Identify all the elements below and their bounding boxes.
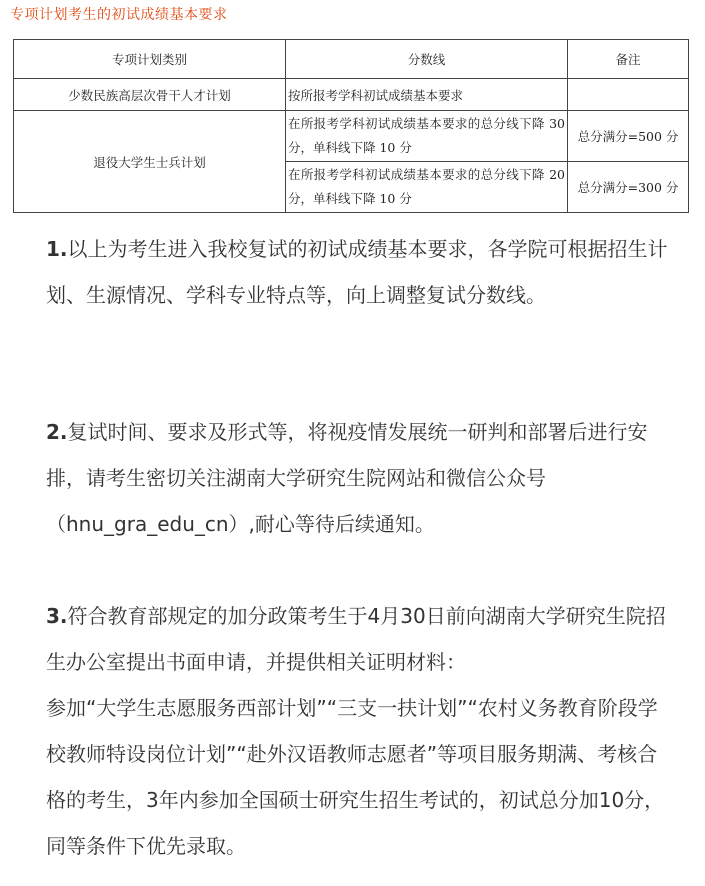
category-cell: 退役大学生士兵计划 <box>14 111 286 213</box>
table-header-row <box>14 40 689 79</box>
score-cell: 按所报考学科初试成绩基本要求 <box>286 79 568 111</box>
paragraph-2 <box>46 409 671 547</box>
score-text: 在所报考学科初试成绩基本要求的总分线下降 20 分，单科线下降 10 分 <box>288 167 565 206</box>
paragraph-text: 以上为考生进入我校复试的初试成绩基本要求，各学院可根据招生计划、生源情况、学科专业特点等，向上调整复试分数线。 <box>46 237 668 307</box>
paragraph-text: 复试时间、要求及形式等，将视疫情发展统一研判和部署后进行安排，请考生密切关注湖南大学研究生院网站和微信公众号（hnu_gra_edu_cn）,耐心等待后续通知。 <box>46 420 648 536</box>
score-cell <box>286 162 568 213</box>
paragraph-text: 符合教育部规定的加分政策考生于4月30日前向湖南大学研究生院招生办公室提出书面申请，并提供相关证明材料： <box>46 604 666 674</box>
paragraph-number: 3. <box>46 604 68 628</box>
header-remarks: 备注 <box>568 40 689 79</box>
note-cell <box>568 111 689 162</box>
paragraph-3 <box>46 593 671 869</box>
category-cell: 少数民族高层次骨干人才计划 <box>14 79 286 111</box>
score-cell <box>286 111 568 162</box>
paragraph-1 <box>46 226 671 318</box>
paragraph-number: 1. <box>46 237 68 261</box>
header-score-line: 分数线 <box>286 40 568 79</box>
table-row <box>14 111 689 162</box>
note-cell <box>568 79 689 111</box>
table-row <box>14 79 689 111</box>
note-text: 总分满分=500 分 <box>577 129 679 144</box>
score-requirements-table <box>13 39 689 213</box>
section-title: 专项计划考生的初试成绩基本要求 <box>10 7 228 23</box>
header-category: 专项计划类别 <box>14 40 286 79</box>
paragraph-text-continued: 参加“大学生志愿服务西部计划”“三支一扶计划”“农村义务教育阶段学校教师特设岗位计划”“赴外汉语教师志愿者”等项目服务期满、考核合格的考生，3年内参加全国硕士研究生招生考试的，初试总分加10分，同等条件下优先录取。 <box>46 696 665 858</box>
paragraph-number: 2. <box>46 420 68 444</box>
score-text: 在所报考学科初试成绩基本要求的总分线下降 30 分，单科线下降 10 分 <box>288 116 565 155</box>
note-text: 总分满分=300 分 <box>577 180 679 195</box>
note-cell <box>568 162 689 213</box>
